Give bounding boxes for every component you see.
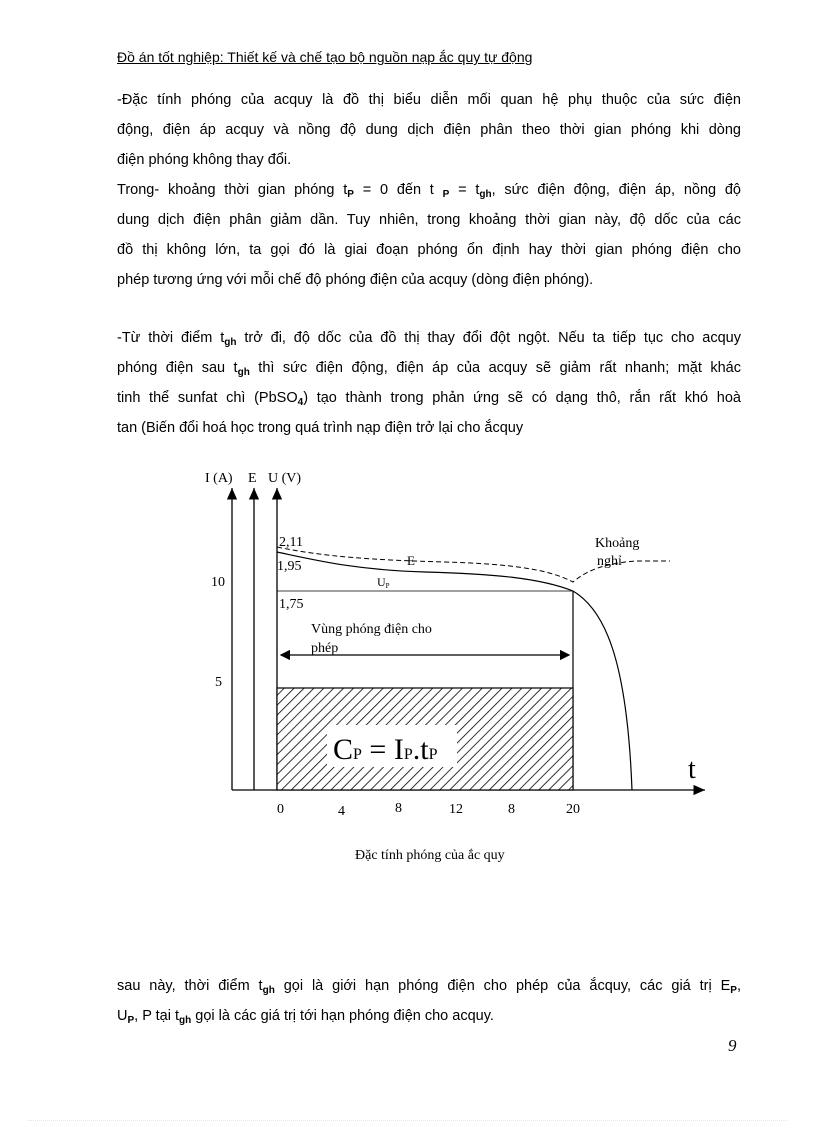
curve-label-u: UP: [377, 575, 390, 590]
x-tick: 8: [508, 802, 515, 817]
value-1-95: 1,95: [277, 559, 302, 574]
figure-caption: Đặc tính phóng của ắc quy: [355, 848, 505, 863]
allowed-zone-label-line2: phép: [311, 641, 339, 656]
paragraph-after-tgh: [117, 323, 741, 443]
capacity-formula: CP = IP.tP: [333, 733, 438, 766]
text-line: $U_P$, P tại $t_{gh}$ gọi là các giá trị tới hạn phóng điện cho acquy.: [117, 1008, 494, 1026]
value-2-11: 2,11: [279, 535, 303, 550]
document-header: Đồ án tốt nghiệp: Thiết kế và chế tạo bộ nguồn nạp ắc quy tự động: [117, 49, 533, 65]
paragraph-limit-values: [117, 971, 741, 1031]
text-line: phóng điện sau $t_{gh}$ thì sức điện động, điện áp của acquy sẽ giảm rất nhanh; mặt khác: [117, 360, 741, 378]
text-line: tinh thể sunfat chì (PbSO$_4$) tạo thành trong phản ứng sẽ có dạng thô, rắn rất khó hoà: [117, 390, 741, 408]
text-line: động, điện áp acquy và nồng độ dung dịch điện phân theo thời gian phóng khi dòng: [117, 122, 741, 138]
rest-label-line1: Khoảng: [595, 536, 640, 551]
rest-label-line2: nghỉ: [597, 554, 622, 569]
text-line: -Từ thời điểm $t_{gh}$ trở đi, độ dốc của đồ thị thay đổi đột ngột. Nếu ta tiếp tục cho acquy: [117, 330, 741, 348]
text-line: tan (Biến đổi hoá học trong quá trình nạp điện trở lại cho ắcquy: [117, 420, 524, 436]
text-line: Trong- khoảng thời gian phóng $t_P = 0$ đến t $_P = t_{gh}$, sức điện động, điện áp, nồng độ: [117, 182, 741, 200]
x-tick: 20: [566, 802, 580, 817]
axis-label-current: I (A): [205, 471, 233, 486]
axis-label-voltage: U (V): [268, 471, 302, 486]
text-line: sau này, thời điểm $t_{gh}$ gọi là giới hạn phóng điện cho phép của ắcquy, các giá trị $E_P$,: [117, 978, 741, 996]
rapid-drop-curve: [573, 591, 632, 790]
page-number: 9: [728, 1036, 737, 1055]
x-tick: 8: [395, 801, 402, 816]
y-tick-10: 10: [211, 575, 225, 590]
text-line: dung dịch điện phân giảm dần. Tuy nhiên, trong khoảng thời gian này, độ dốc của các: [117, 212, 741, 228]
y-tick-5: 5: [215, 675, 222, 690]
x-tick: 12: [449, 802, 463, 817]
text-line: đồ thị không lớn, ta gọi đó là giai đoạn phóng ổn định hay thời gian phóng điện cho: [117, 242, 741, 258]
x-tick: 0: [277, 802, 284, 817]
text-line: phép tương ứng với mỗi chế độ phóng điện của acquy (dòng điện phóng).: [117, 272, 594, 288]
discharge-characteristic-figure: [195, 460, 715, 820]
footer-divider: [28, 1120, 788, 1121]
voltage-curve: [277, 552, 573, 591]
text-line: -Đặc tính phóng của acquy là đồ thị biểu diễn mối quan hệ phụ thuộc của sức điện: [117, 92, 741, 108]
value-1-75: 1,75: [279, 597, 304, 612]
x-tick: 4: [338, 804, 345, 819]
paragraph-discharge-characteristic: [117, 85, 741, 295]
curve-label-e: E: [407, 553, 415, 568]
text-line: điện phóng không thay đổi.: [117, 152, 292, 168]
time-axis-label: t: [688, 754, 696, 785]
allowed-zone-label-line1: Vùng phóng điện cho: [311, 622, 432, 637]
axis-label-emf: E: [248, 471, 257, 486]
